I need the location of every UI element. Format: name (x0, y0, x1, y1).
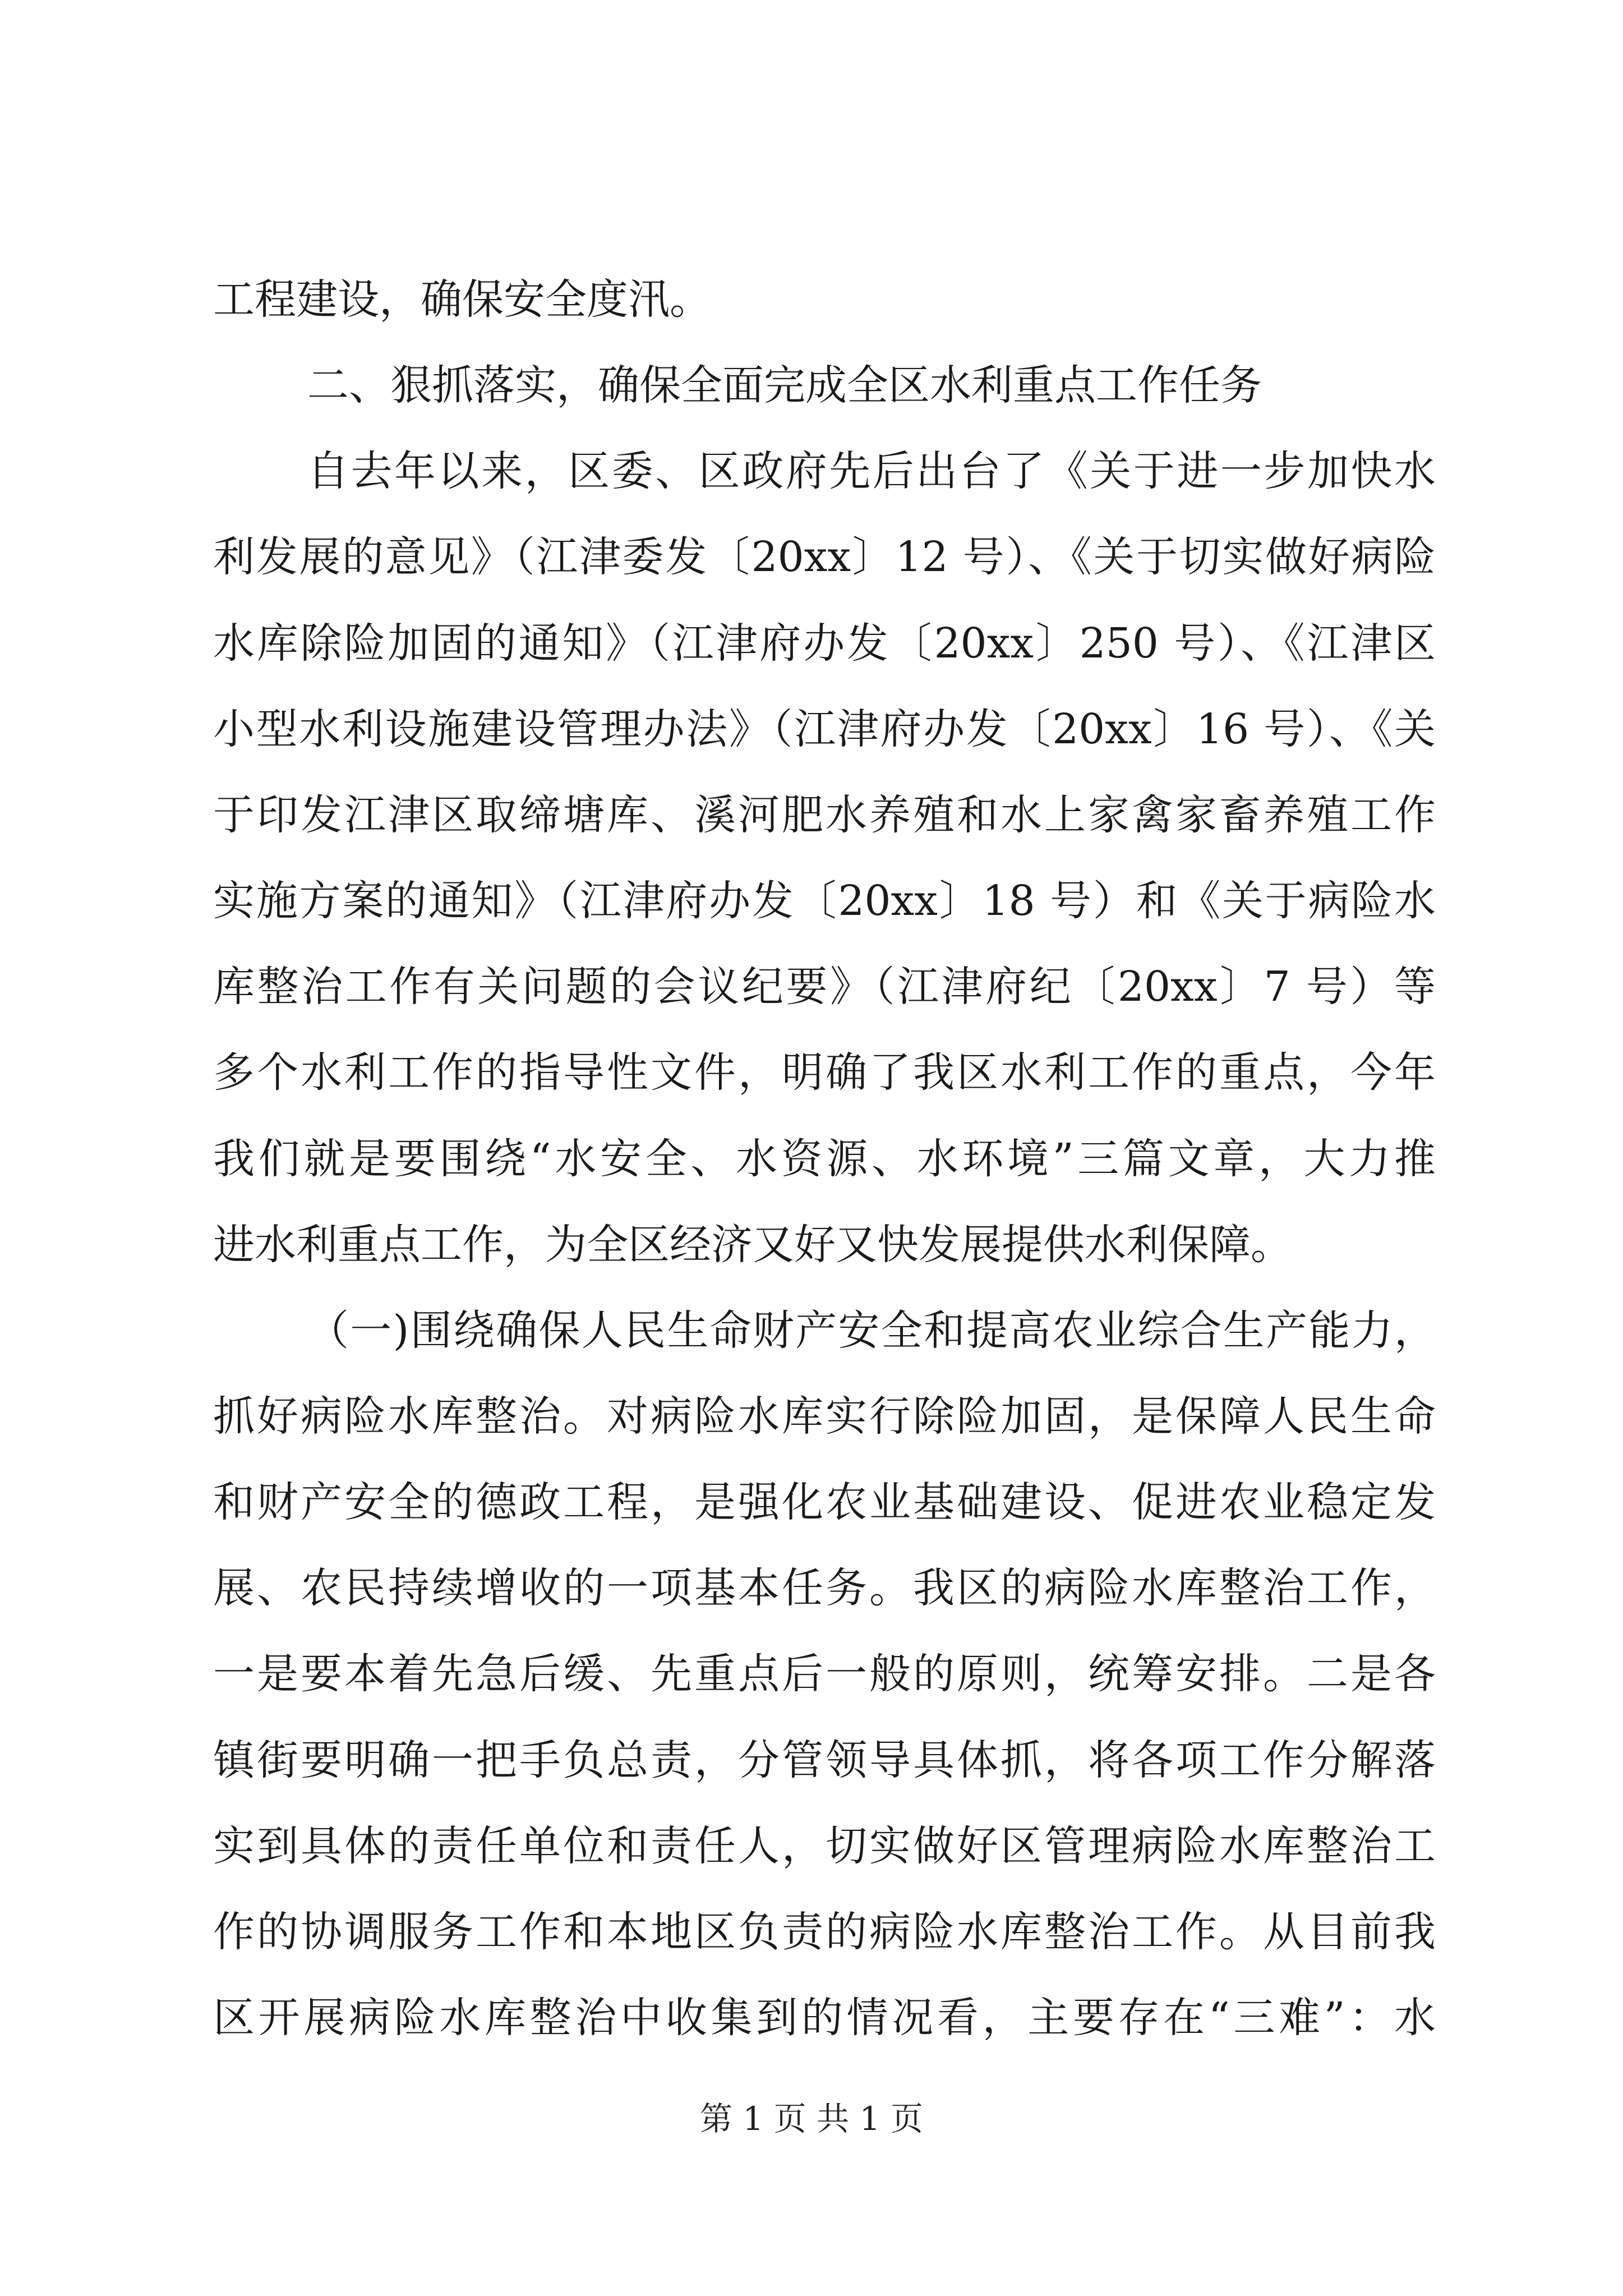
body-line: 于印发江津区取缔塘库、溪河肥水养殖和水上家禽家畜养殖工作 (213, 791, 1436, 839)
body-line: 多个水利工作的指导性文件，明确了我区水利工作的重点，今年 (213, 1048, 1436, 1097)
body-line: 展、农民持续增收的一项基本任务。我区的病险水库整治工作， (213, 1564, 1436, 1612)
body-line: 区开展病险水库整治中收集到的情况看，主要存在“三难”：水 (213, 1994, 1436, 2042)
body-line: 一是要本着先急后缓、先重点后一般的原则，统筹安排。二是各 (213, 1650, 1436, 1698)
body-line: 工程建设，确保安全度汛。 (213, 275, 711, 324)
body-line: 我们就是要围绕“水安全、水资源、水环境”三篇文章，大力推 (213, 1135, 1436, 1183)
body-line: 作的协调服务工作和本地区负责的病险水库整治工作。从目前我 (213, 1908, 1436, 1956)
body-line: （一)围绕确保人民生命财产安全和提高农业综合生产能力， (307, 1306, 1436, 1355)
body-line: 抓好病险水库整治。对病险水库实行除险加固，是保障人民生命 (213, 1392, 1436, 1441)
body-line: 实到具体的责任单位和责任人，切实做好区管理病险水库整治工 (213, 1822, 1436, 1870)
body-line: 自去年以来，区委、区政府先后出台了《关于进一步加快水 (307, 447, 1436, 495)
body-line: 实施方案的通知》（江津府办发〔20xx〕18 号）和《关于病险水 (213, 877, 1436, 925)
body-line: 进水利重点工作，为全区经济又好又快发展提供水利保障。 (213, 1221, 1292, 1269)
body-line: 和财产安全的德政工程，是强化农业基础建设、促进农业稳定发 (213, 1478, 1436, 1526)
body-line: 水库除险加固的通知》（江津府办发〔20xx〕250 号）、《江津区 (213, 619, 1436, 668)
body-line: 小型水利设施建设管理办法》（江津府办发〔20xx〕16 号）、《关 (213, 705, 1436, 753)
page-number-footer: 第 1 页 共 1 页 (700, 2100, 923, 2138)
body-line: 库整治工作有关问题的会议纪要》（江津府纪〔20xx〕7 号）等 (213, 963, 1436, 1011)
body-line: 利发展的意见》（江津委发〔20xx〕12 号）、《关于切实做好病险 (213, 533, 1436, 581)
body-line: 镇街要明确一把手负总责，分管领导具体抓，将各项工作分解落 (213, 1736, 1436, 1784)
section-heading: 二、狠抓落实，确保全面完成全区水利重点工作任务 (307, 361, 1262, 409)
